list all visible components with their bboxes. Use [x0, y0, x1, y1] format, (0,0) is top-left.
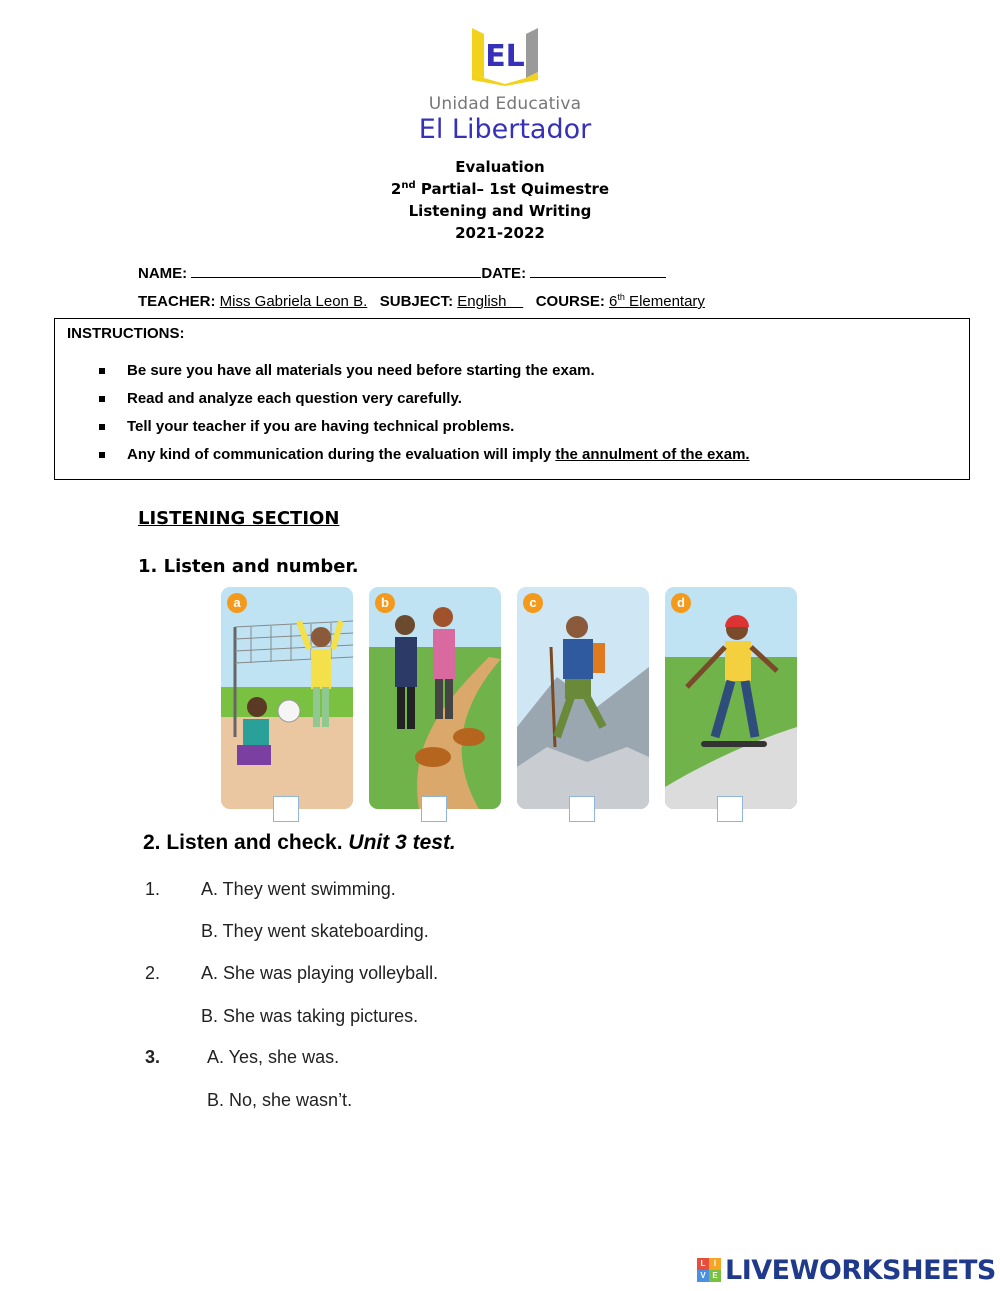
picture-a-volleyball — [221, 587, 353, 809]
subject-value: English — [457, 293, 507, 310]
name-date-row — [138, 263, 666, 282]
option-2a[interactable]: A. She was playing volleyball. — [201, 963, 439, 983]
liveworksheets-brand: LIVEWORKSHEETS — [725, 1254, 996, 1286]
picture-letter: a — [227, 593, 247, 613]
picture-b-walking-dogs — [369, 587, 501, 809]
answer-box-d[interactable] — [717, 796, 743, 822]
question-number: 3. — [145, 1047, 161, 1067]
course-value: 6th Elementary — [609, 292, 705, 310]
teacher-row — [138, 292, 705, 310]
name-label: NAME: — [138, 265, 188, 282]
picture-d-skateboarding — [665, 587, 797, 809]
option-1b[interactable]: B. They went skateboarding. — [201, 921, 429, 941]
exam-type: Evaluation — [455, 158, 545, 176]
option-2b[interactable]: B. She was taking pictures. — [201, 1006, 419, 1026]
instructions-list — [95, 361, 750, 473]
exam-partial: 2nd Partial– 1st Quimestre — [390, 180, 610, 198]
bullet-icon — [99, 396, 105, 402]
liveworksheets-icon: L I V E — [697, 1258, 721, 1282]
list-item: Tell your teacher if you are having technical problems. — [95, 417, 750, 445]
question-number: 1. — [145, 879, 161, 899]
school-logo — [410, 14, 600, 154]
exam-skills: Listening and Writing — [408, 202, 592, 220]
answer-box-a[interactable] — [273, 796, 299, 822]
svg-text:EL: EL — [485, 39, 525, 74]
listening-section-title: LISTENING SECTION — [138, 508, 340, 529]
teacher-value: Miss Gabriela Leon B. — [219, 293, 368, 310]
school-subtitle: Unidad Educativa — [428, 94, 582, 114]
instructions-box — [54, 318, 970, 480]
option-1a[interactable]: A. They went swimming. — [201, 879, 396, 899]
bullet-icon — [99, 452, 105, 458]
picture-letter: c — [523, 593, 543, 613]
subject-label: SUBJECT: — [379, 293, 454, 310]
list-item: Read and analyze each question very carefully. — [95, 389, 750, 417]
name-field[interactable] — [191, 263, 481, 278]
bullet-icon — [99, 424, 105, 430]
teacher-label: TEACHER: — [138, 293, 216, 310]
liveworksheets-logo — [697, 1254, 996, 1286]
school-year: 2021-2022 — [455, 224, 545, 242]
option-3b[interactable]: B. No, she wasn’t. — [207, 1090, 353, 1110]
question-1-title: 1. Listen and number. — [138, 556, 359, 577]
option-3a[interactable]: A. Yes, she was. — [207, 1047, 340, 1067]
answer-box-b[interactable] — [421, 796, 447, 822]
picture-letter: d — [671, 593, 691, 613]
question-number: 2. — [145, 963, 161, 983]
question-2-title: 2. Listen and check. Unit 3 test. — [143, 831, 456, 854]
school-emblem-icon — [470, 24, 540, 86]
bullet-icon — [99, 368, 105, 374]
instructions-title: INSTRUCTIONS: — [67, 325, 185, 342]
school-name: El Libertador — [418, 114, 592, 145]
answer-box-c[interactable] — [569, 796, 595, 822]
list-item: Be sure you have all materials you need before starting the exam. — [95, 361, 750, 389]
date-label: DATE: — [481, 265, 527, 282]
picture-letter: b — [375, 593, 395, 613]
list-item: Any kind of communication during the evaluation will imply the annulment of the exam. — [95, 445, 750, 473]
course-label: COURSE: — [535, 293, 605, 310]
picture-c-hiking — [517, 587, 649, 809]
date-field[interactable] — [530, 263, 666, 278]
